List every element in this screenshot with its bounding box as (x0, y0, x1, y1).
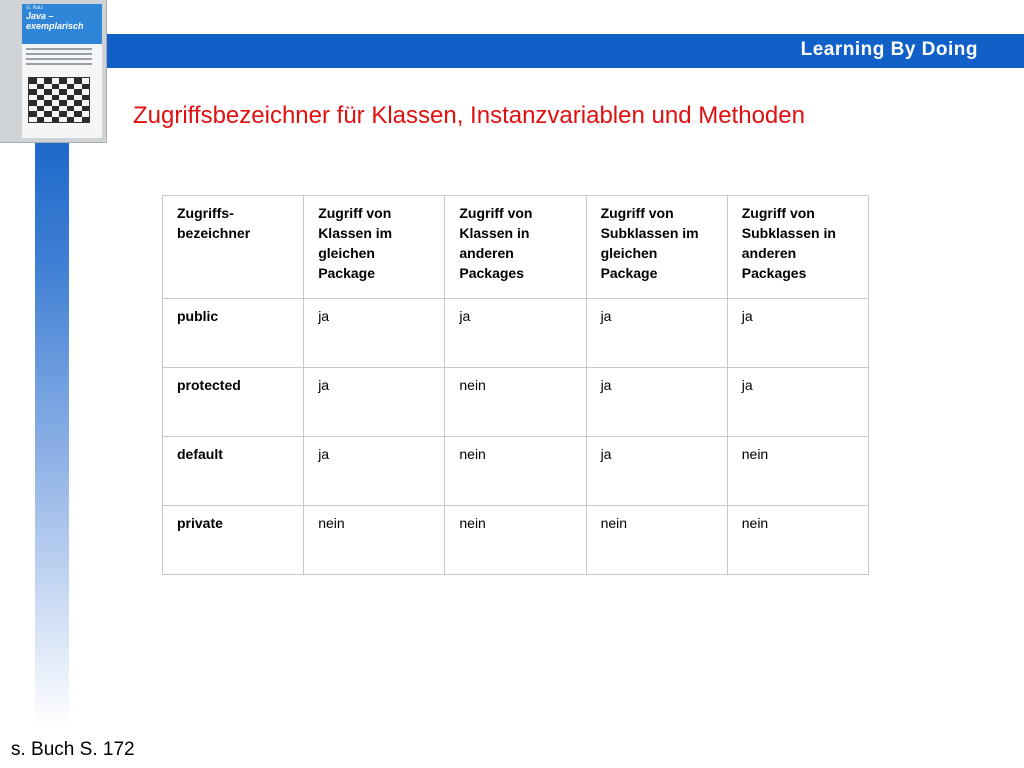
table-cell: nein (727, 437, 868, 506)
header-cell: Zugriffs-bezeichner (163, 196, 304, 299)
header-title: Learning By Doing (800, 39, 978, 60)
table-cell: ja (445, 299, 586, 368)
book-cover-image (0, 0, 107, 143)
access-modifier-table (162, 195, 869, 575)
table-cell: ja (727, 368, 868, 437)
table-cell: ja (304, 437, 445, 506)
table-cell: nein (304, 506, 445, 575)
table-cell: nein (445, 437, 586, 506)
checkerboard-image (28, 77, 90, 123)
side-stripe (35, 130, 69, 730)
modifier-cell: public (163, 299, 304, 368)
book-title-line-2: exemplarisch (26, 21, 84, 31)
table-cell: ja (304, 299, 445, 368)
table-cell: nein (445, 368, 586, 437)
book-page-reference: s. Buch S. 172 (11, 739, 135, 760)
table-cell: nein (445, 506, 586, 575)
table-cell: nein (727, 506, 868, 575)
header-cell: Zugriff von Klassen im gleichen Package (304, 196, 445, 299)
book-title-line-1: Java – (26, 11, 54, 21)
table-row (163, 368, 869, 437)
header-cell: Zugriff von Klassen in anderen Packages (445, 196, 586, 299)
modifier-cell: protected (163, 368, 304, 437)
book-subtitle-lines (26, 48, 92, 68)
table-row (163, 506, 869, 575)
slide-title: Zugriffsbezeichner für Klassen, Instanzvariablen und Methoden (133, 102, 805, 129)
table-cell: ja (727, 299, 868, 368)
book-author: G. Ratz (26, 5, 43, 11)
table-cell: ja (304, 368, 445, 437)
modifier-cell: default (163, 437, 304, 506)
header-cell: Zugriff von Subklassen im gleichen Package (586, 196, 727, 299)
table-cell: ja (586, 299, 727, 368)
header-cell: Zugriff von Subklassen in anderen Packages (727, 196, 868, 299)
table-row (163, 299, 869, 368)
table-cell: ja (586, 437, 727, 506)
modifier-cell: private (163, 506, 304, 575)
table-header-row (163, 196, 869, 299)
table-row (163, 437, 869, 506)
book-title (26, 11, 84, 31)
table-cell: ja (586, 368, 727, 437)
table-cell: nein (586, 506, 727, 575)
